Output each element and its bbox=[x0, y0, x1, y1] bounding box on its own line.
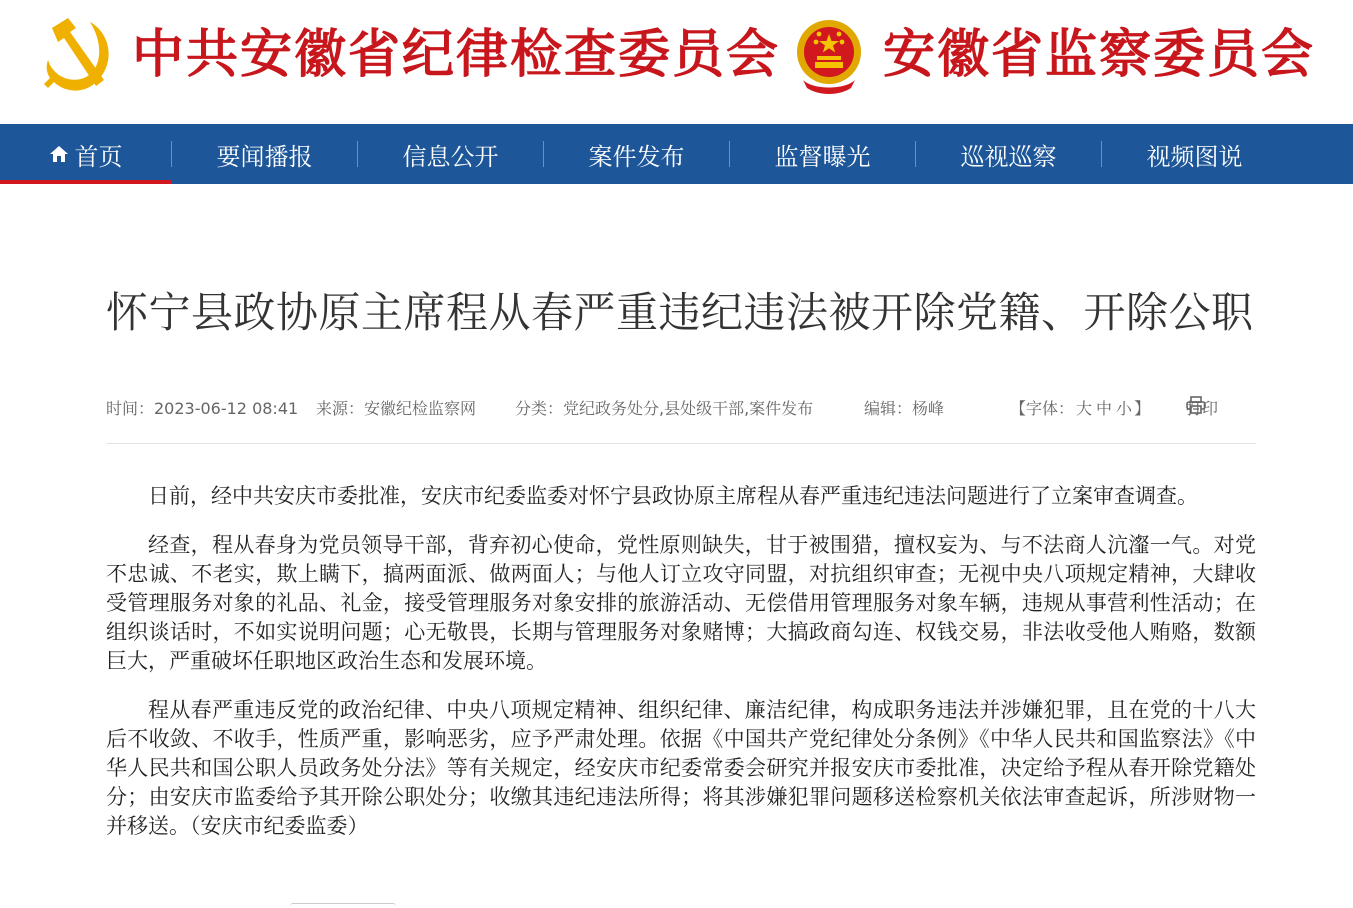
nav-item-video[interactable] bbox=[1102, 124, 1287, 184]
nav-item-cases[interactable] bbox=[544, 124, 729, 184]
nav-item-inspection[interactable] bbox=[916, 124, 1101, 184]
org-left[interactable] bbox=[42, 14, 780, 96]
meta-source: 来源：安徽纪检监察网 bbox=[316, 399, 477, 418]
nav-label: 首页 bbox=[74, 142, 123, 171]
nav-item-home[interactable] bbox=[0, 124, 171, 184]
print-button[interactable] bbox=[1186, 396, 1219, 418]
meta-time: 时间：2023-06-12 08:41 bbox=[106, 399, 299, 418]
nav-item-news[interactable] bbox=[172, 124, 357, 184]
font-small-button[interactable]: 小 bbox=[1116, 399, 1133, 418]
nav-label: 要闻播报 bbox=[216, 142, 313, 171]
meta-editor: 编辑：杨峰 bbox=[864, 399, 945, 418]
article-paragraph: 程从春严重违反党的政治纪律、中央八项规定精神、组织纪律、廉洁纪律，构成职务违法并涉嫌犯罪，且在党的十八大后不收敛、不收手，性质严重，影响恶劣，应予严肃处理。依据《中国共产党纪律处分条例》《中华人民共和国监察法》《中华人民共和国公职人员政务处分法》等有关规定，经安庆市纪委常委会研究并报安庆市委批准，决定给予程从春开除党籍处分；由安庆市监委给予其开除公职处分；收缴其违纪违法所得；将其涉嫌犯罪问题移送检察机关依法审查起诉，所涉财物一并移送。（安庆市纪委监委） bbox=[106, 698, 1256, 838]
nav-label: 巡视巡察 bbox=[960, 142, 1057, 171]
national-emblem-icon bbox=[793, 14, 865, 96]
font-large-button[interactable]: 大 bbox=[1076, 399, 1093, 418]
nav-item-exposure[interactable] bbox=[730, 124, 915, 184]
font-size-control bbox=[1010, 396, 1150, 419]
nav-label: 监督曝光 bbox=[774, 142, 871, 171]
nav-item-info[interactable] bbox=[358, 124, 543, 184]
nav-label: 视频图说 bbox=[1146, 142, 1243, 171]
bottom-tab-edge bbox=[290, 903, 396, 908]
article-body bbox=[106, 482, 1256, 861]
font-medium-button[interactable]: 中 bbox=[1096, 399, 1113, 418]
nav-label: 案件发布 bbox=[588, 142, 685, 171]
party-emblem-icon bbox=[42, 14, 114, 96]
home-icon bbox=[49, 144, 69, 164]
article-paragraph: 经查，程从春身为党员领导干部，背弃初心使命，党性原则缺失，甘于被围猎，擅权妄为、与不法商人沆瀣一气。对党不忠诚、不老实，欺上瞒下，搞两面派、做两面人；与他人订立攻守同盟，对抗组织审查；无视中央八项规定精神，大肆收受管理服务对象的礼品、礼金，接受管理服务对象安排的旅游活动、无偿借用管理服务对象车辆，违规从事营利性活动；在组织谈话时，不如实说明问题；心无敬畏，长期与管理服务对象赌博；大搞政商勾连、权钱交易，非法收受他人贿赂，数额巨大，严重破坏任职地区政治生态和发展环境。 bbox=[106, 533, 1256, 673]
article-paragraph: 日前，经中共安庆市委批准，安庆市纪委监委对怀宁县政协原主席程从春严重违纪违法问题进行了立案审查调查。 bbox=[148, 484, 1198, 508]
meta-category: 分类：党纪政务处分,县处级干部,案件发布 bbox=[515, 399, 814, 418]
org-right-name: 安徽省监察委员会 bbox=[883, 24, 1316, 85]
article-title: 怀宁县政协原主席程从春严重违纪违法被开除党籍、开除公职 bbox=[106, 288, 1254, 337]
site-header bbox=[0, 0, 1353, 124]
article-meta bbox=[106, 396, 1256, 420]
font-suffix: 】 bbox=[1134, 399, 1151, 418]
font-prefix: 【字体： bbox=[1010, 399, 1075, 418]
meta-divider bbox=[106, 443, 1256, 444]
org-right[interactable] bbox=[793, 14, 1315, 96]
nav-label: 信息公开 bbox=[402, 142, 499, 171]
print-label: 打印 bbox=[1186, 399, 1219, 418]
main-nav bbox=[0, 124, 1353, 184]
org-left-name: 中共安徽省纪律检查委员会 bbox=[132, 24, 781, 85]
